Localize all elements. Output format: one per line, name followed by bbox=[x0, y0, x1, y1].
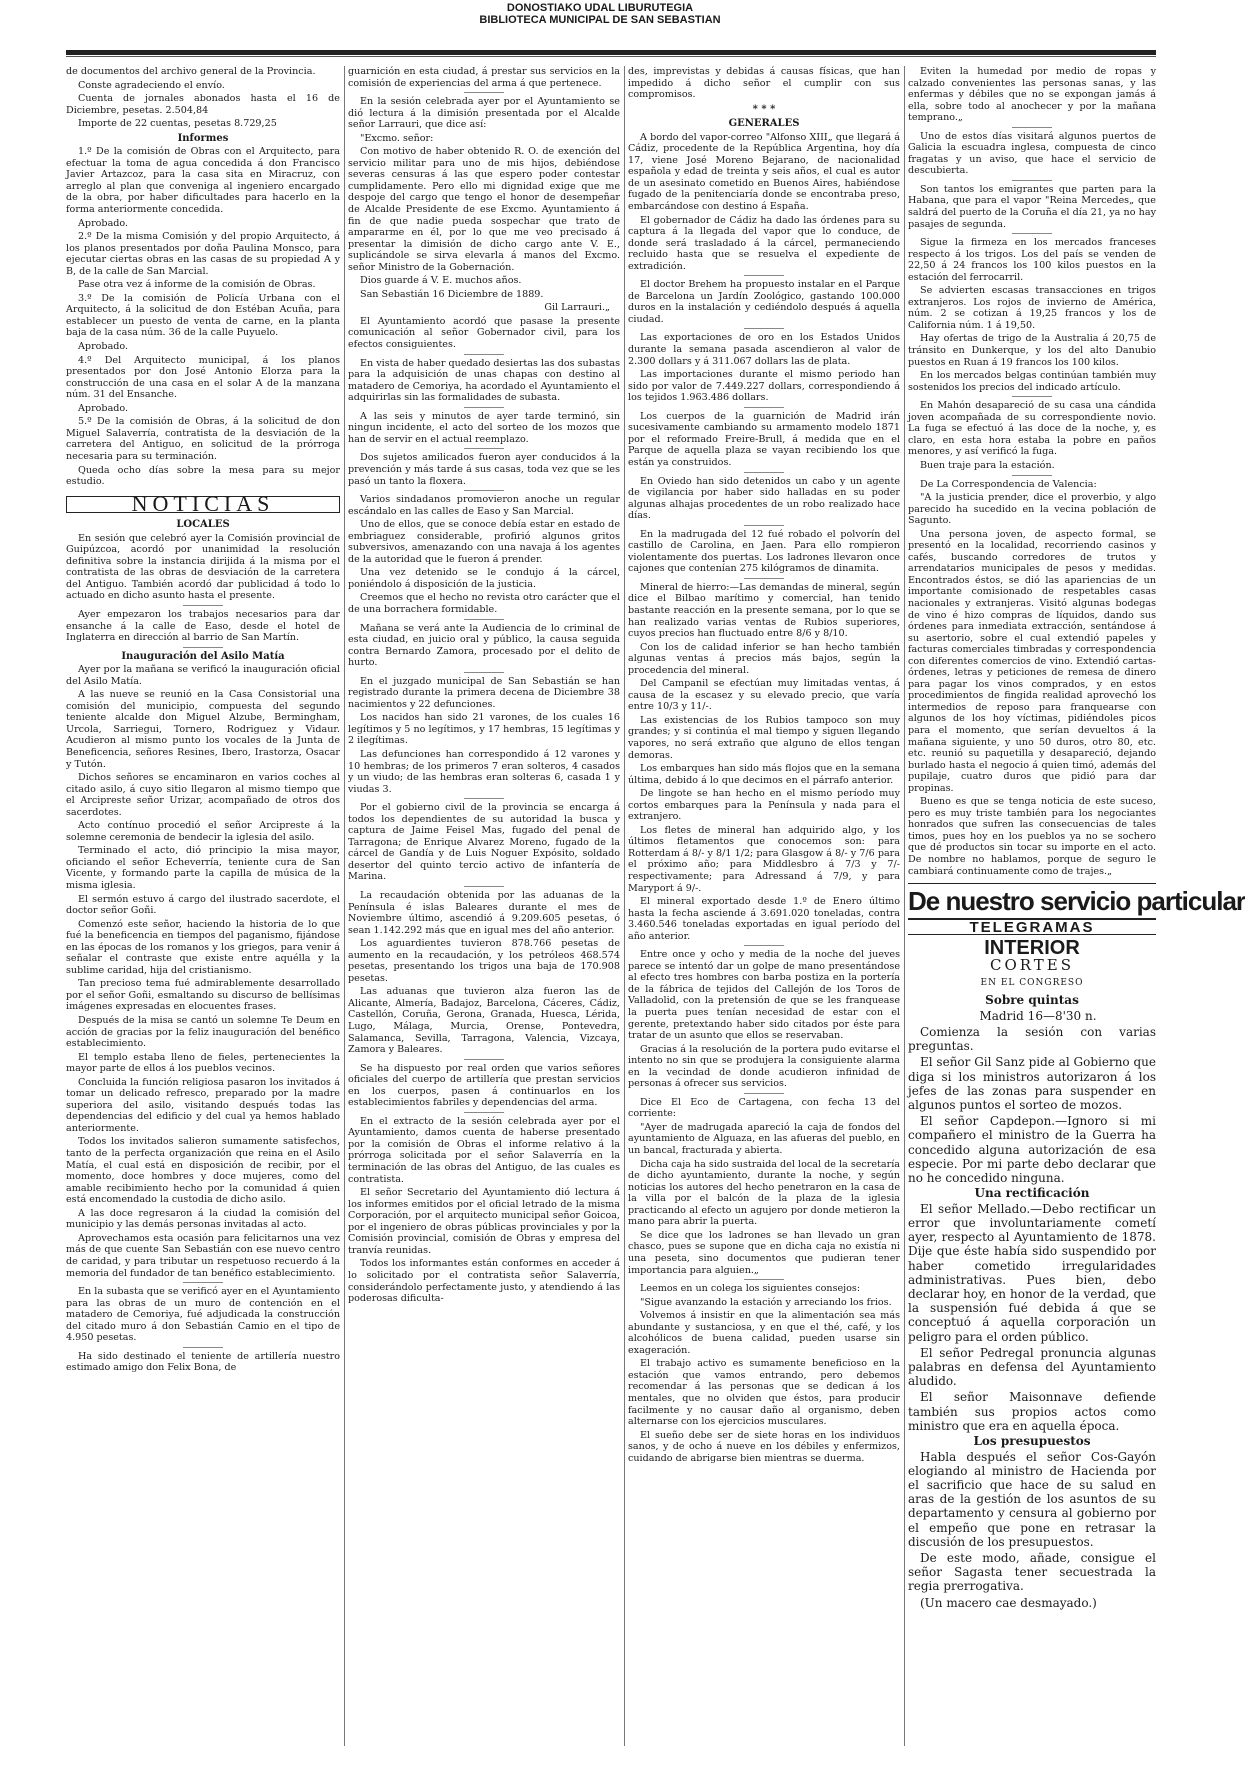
paragraph: (Un macero cae desmayado.) bbox=[920, 1595, 1097, 1610]
paragraph: El señor Maisonnave defiende también sus propios actos como ministro que era en aquella época. bbox=[908, 1390, 1156, 1433]
paragraph: A bordo del vapor-correo "Alfonso XIII„ que llegará á Cádiz, procedente de la República Argentina, hoy día 17, viene José Moreno Bejarano, de nacionalidad española y edad de treinta y seis años, el cual es autor de un asesinato cometido en Buenos Aires, habiéndose fugado de la penitenciaría donde se encontraba preso, embarcándose con destino á España. bbox=[628, 131, 900, 213]
paragraph: En la sesión celebrada ayer por el Ayuntamiento se dió lectura á la dimisión presentada por el Alcalde señor Larrauri, que dice así: bbox=[348, 96, 620, 131]
separator bbox=[183, 1347, 223, 1348]
paragraph: Mineral de hierro:—Las demandas de mineral, según dice el Bilbao marítimo y comercial, han tenido bastante reacción en la presente semana, por lo que se han realizado varias ventas de Rubios superiores, cuyos precios han fluctuado entre 8/6 y 8/10. bbox=[628, 581, 900, 640]
paragraph: Se dice que los ladrones se han llevado un gran chasco, pues se supone que en dicha caja no existía ni una peseta, sino documentos que pudieran tener importancia para alguien.„ bbox=[628, 1229, 900, 1276]
paragraph: Se advierten escasas transacciones en trigos extranjeros. Los rojos de invierno de América, núm. 2 se cotizan á 19,25 francos y los de California núm. 1 á 19,50. bbox=[908, 285, 1156, 331]
paragraph: El templo estaba lleno de fieles, pertenecientes la mayor parte de ellos á los pueblos vecinos. bbox=[66, 1051, 340, 1075]
separator bbox=[183, 605, 223, 606]
paragraph: A las nueve se reunió en la Casa Consistorial una comisión del municipio, compuesta del segundo teniente alcalde don Miguel Alzube, Bermingham, Urcola, Sarriegui, Tornero, Rodriguez y Vidaur. Acudieron al mismo punto los vocales de la Junta de Beneficencia, señores Resines, Ibero, Irastorza, Osacar y Tutón. bbox=[66, 689, 340, 770]
paragraph: Después de la misa se cantó un solemne Te Deum en acción de gracias por la feliz inauguración del benéfico establecimiento. bbox=[66, 1015, 340, 1050]
paragraph: Las importaciones durante el mismo periodo han sido por valor de 7.449.227 dollars, correspondiendo á los tejidos 1.963.486 dollars. bbox=[628, 369, 900, 404]
paragraph: Aprovechamos esta ocasión para felicitarnos una vez más de que cuente San Sebastián con ese nuevo centro de caridad, y para tributar un respetuoso recuerdo á la memoria del fundador de tan benéfico establecimiento. bbox=[66, 1232, 340, 1279]
separator bbox=[744, 472, 784, 473]
paragraph: Pase otra vez á informe de la comisión de Obras. bbox=[78, 279, 316, 291]
separator bbox=[464, 1059, 504, 1060]
paragraph: En la madrugada del 12 fué robado el polvorín del castillo de Carolina, en Jaen. Para ello rompieron violentamente dos puertas. Los ladrones llevaron once cajones que contenían 275 kilógramos de dinamita. bbox=[628, 528, 900, 575]
paragraph: Varios sindadanos promovieron anoche un regular escándalo en las calles de Easo y San Marcial. bbox=[348, 494, 620, 517]
paragraph: Gracias á la resolución de la portera pudo evitarse el intento no sin que se produjera la consiguiente alarma en la vecindad de donde acudieron infinidad de personas á ofrecer sus servicios. bbox=[628, 1043, 900, 1090]
paragraph: En Oviedo han sido detenidos un cabo y un agente de vigilancia por haber sido halladas en su poder algunas alhajas procedentes de un robo realizado hace días. bbox=[628, 475, 900, 522]
separator bbox=[744, 275, 784, 276]
paragraph: Comienza la sesión con varias preguntas. bbox=[908, 1025, 1156, 1054]
separator bbox=[464, 92, 504, 93]
paragraph: Importe de 22 cuentas, pesetas 8.729,25 bbox=[78, 118, 277, 130]
interior-heading: INTERIOR bbox=[984, 936, 1080, 959]
separator bbox=[744, 407, 784, 408]
paragraph: Aprobado. bbox=[78, 402, 129, 414]
paragraph: Terminado el acto, dió principio la misa mayor, oficiando el señor Echeverría, teniente cura de San Vicente, y formando parte la capilla de música de la misma iglesia. bbox=[66, 845, 340, 891]
paragraph: En el extracto de la sesión celebrada ayer por el Ayuntamiento, damos cuenta de haberse presentado por la comisión de Obras el informe relativo á la prórroga solicitada por el señor Salaverría en la terminación de las obras del Antiguo, de las cuales es contratista. bbox=[348, 1115, 620, 1185]
paragraph: Entre once y ocho y media de la noche del jueves parece se intentó dar un golpe de mano presentándose al efecto tres hombres con barba postiza en la portería de la fábrica de tejidos del Callejón de los Toros de Valladolid, con la pretensión de que se les franquease la puerta pues tenían necesidad de estar con el gerente, pretextando haber sido citados por éste para tratar de un asunto que ellos se reservaban. bbox=[628, 949, 900, 1042]
paragraph: A las doce regresaron á la ciudad la comisión del municipio y las demás personas invitadas al acto. bbox=[66, 1207, 340, 1231]
separator bbox=[744, 525, 784, 526]
paragraph: 1.º De la comisión de Obras con el Arquitecto, para efectuar la toma de agua concedida á don Francisco Javier Artazcoz, para la casa sita en Miracruz, con arreglo al plan que conveniga al ingeniero encargado de la obra, por haber dificultades para hacerlo en la forma anteriormente concedida. bbox=[66, 146, 340, 216]
section-heading: Informes bbox=[177, 132, 229, 144]
paragraph: El sueño debe ser de siete horas en los individuos sanos, y de ocho á nueve en los débiles y enfermizos, cuidando de abrigarse bien mientras se duerma. bbox=[628, 1429, 900, 1464]
paragraph: En los mercados belgas continúan también muy sostenidos los precios del indicado artículo. bbox=[908, 370, 1156, 393]
article-heading: Inauguración del Asilo Matía bbox=[121, 650, 285, 662]
service-banner: De nuestro servicio particular bbox=[908, 883, 1156, 920]
paragraph: Los cuerpos de la guarnición de Madrid irán sucesivamente cambiando su armamento modelo 1871 por el reformado Freire-Brull, á medida que en el Parque de aquella plaza se vayan recibiendo los que están ya construidos. bbox=[628, 410, 900, 468]
paragraph: El Ayuntamiento acordó que pasase la presente comunicación al señor Gobernador civil, para los efectos consiguientes. bbox=[348, 315, 620, 351]
paragraph: "A la justicia prender, dice el proverbio, y algo parecido ha sucedido en la vecina población de Sagunto. bbox=[908, 492, 1156, 527]
telegramas-heading: TELEGRAMAS bbox=[908, 922, 1156, 935]
separator bbox=[1012, 396, 1052, 397]
paragraph: Conste agradeciendo el envío. bbox=[78, 79, 225, 91]
paragraph: de documentos del archivo general de la Provincia. bbox=[66, 66, 316, 77]
noticias-heading: NOTICIAS bbox=[66, 496, 340, 514]
paragraph: Todos los invitados salieron sumamente satisfechos, tanto de la perfecta organización que reina en el Asilo Matía, el cual está en disposición de recibir, por el momento, doce hombres y doce mujeres, como del amable recibimiento hecho por la comunidad á quien está encomendado la custodia de dicho asilo. bbox=[66, 1136, 340, 1206]
paragraph: El trabajo activo es sumamente beneficioso en la estación que vamos entrando, pero debemos recomendar á las personas que se dedican á los mentales, que no olviden que éstos, para producir facilmente y no causar daño al organismo, deben alternarse con los ejercicios musculares. bbox=[628, 1358, 900, 1428]
paragraph: Dichos señores se encaminaron en varios coches al citado asilo, á cuyo sitio llegaron al mismo tiempo que el Arcipreste señor Urizar, acompañado de otros dos sacerdotes. bbox=[66, 772, 340, 818]
paragraph: La recaudación obtenida por las aduanas de la Península é islas Baleares durante el mes de Noviembre último, ascendió á 9.209.605 pesetas, ó sean 1.142.292 más que en igual mes del año anterior. bbox=[348, 890, 620, 936]
separator bbox=[464, 886, 504, 887]
column-4 bbox=[908, 66, 1245, 1746]
paragraph: Son tantos los emigrantes que parten para la Habana, que para el vapor "Reina Mercedes„ que saldrá del puerto de la Coruña el día 21, ya no hay pasajes de segunda. bbox=[908, 183, 1156, 230]
paragraph: Aprobado. bbox=[78, 217, 129, 229]
paragraph: Uno de estos días visitará algunos puertos de Galicia la escuadra inglesa, compuesta de cinco fragatas y un aviso, que hace el servicio de descubierta. bbox=[908, 130, 1156, 177]
paragraph: Por el gobierno civil de la provincia se encarga á todos los dependientes de su autoridad la busca y captura de Jaime Feisel Mas, fugado del penal de Tarragona; de Enrique Alvarez Moreno, fugado de la cárcel de Gandía y de Luis Noguer Expósito, soldado desertor del quinto tercio activo de infantería de Marina. bbox=[348, 802, 620, 883]
paragraph: 5.º De la comisión de Obras, á la solicitud de don Miguel Salaverría, contratista de la desviación de la carretera del Antiguo, en solicitud de la prórroga necesaria para su terminación. bbox=[66, 416, 340, 462]
separator bbox=[744, 1279, 784, 1280]
paragraph: Queda ocho días sobre la mesa para su mejor estudio. bbox=[66, 464, 340, 488]
paragraph: Las aduanas que tuvieron alza fueron las de Alicante, Almería, Badajoz, Barcelona, Cáceres, Cádiz, Castellón, Coruña, Gerona, Granada, Huesca, Lérida, Lugo, Málaga, Murcia, Orense, Pontevedra, Salamanca, Sevilla, Tarragona, Valencia, Vizcaya, Zamora y Baleares. bbox=[348, 986, 620, 1056]
column-divider bbox=[624, 66, 625, 1746]
paragraph: El señor Capdepon.—Ignoro si mi compañero el ministro de la Guerra ha concedido alguna autorización de esa especie. Por mi parte debo declarar que no he concedido ninguna. bbox=[908, 1114, 1156, 1186]
paragraph: Habla después el señor Cos-Gayón elogiando al ministro de Hacienda por el sacrificio que hace de su salud en aras de la gestión de los asuntos de su departamento y censura al gobierno por el empeño que pone en retrasar la discusión de los presupuestos. bbox=[908, 1449, 1156, 1549]
separator bbox=[464, 490, 504, 491]
paragraph: "Ayer de madrugada apareció la caja de fondos del ayuntamiento de Alguaza, en las afueras del pueblo, en un bancal, fracturada y abierta. bbox=[628, 1121, 900, 1157]
paragraph: Acto contínuo procedió el señor Arcipreste á la solemne ceremonia de bendecir la iglesia del asilo. bbox=[66, 820, 340, 843]
paragraph: Creemos que el hecho no revista otro carácter que el de una borrachera formidable. bbox=[348, 592, 620, 615]
paragraph: Ayer empezaron los trabajos necesarios para dar ensanche á la calle de Easo, desde el hotel de Inglaterra en dirección al barrio de San Martín. bbox=[66, 608, 340, 644]
paragraph: Dicha caja ha sido sustraida del local de la secretaría de dicho ayuntamiento, durante la noche, y según noticias los autores del hecho penetraron en la casa de la villa por el balcón de la plaza de la iglesia practicando al efecto un agujero por donde metieron la mano para abrir la puerta. bbox=[628, 1158, 900, 1228]
telegram-body bbox=[908, 995, 1156, 1610]
separator bbox=[464, 672, 504, 673]
paragraph: 4.º Del Arquitecto municipal, á los planos presentados por don José Antonio Elorza para la construcción de una casa en el solar A de la manzana núm. 31 del Ensanche. bbox=[66, 354, 340, 401]
paragraph: Volvemos á insistir en que la alimentación sea más abundante y sustanciosa, y en que el thé, café, y los alcohólicos de buena calidad, pueden usarse sin exageración. bbox=[628, 1310, 900, 1356]
paragraph: Los aguardientes tuvieron 878.766 pesetas de aumento en la recaudación, y los petróleos 468.574 pesetas, presentando los trigos una baja de 170.908 pesetas. bbox=[348, 938, 620, 984]
paragraph: El señor Secretario del Ayuntamiento dió lectura á los informes emitidos por el oficial letrado de la misma Corporación, por el arquitecto municipal señor Goicoa, por el ingeniero de obras públicas provinciales y por la Comisión provincial, comisión de Obras y empresa del tranvía reunidas. bbox=[348, 1187, 620, 1256]
paragraph: San Sebastián 16 Diciembre de 1889. bbox=[360, 288, 544, 300]
paragraph: Del Campanil se efectúan muy limitadas ventas, á causa de la escasez y su elevado precio, que varía entre 10/3 y 11/-. bbox=[628, 678, 900, 713]
paragraph: Ha sido destinado el teniente de artillería nuestro estimado amigo don Felix Bona, de bbox=[66, 1350, 340, 1374]
paragraph: Con los de calidad inferior se han hecho también algunas ventas á precios más bajos, según la procedencia del mineral. bbox=[628, 641, 900, 676]
page-header bbox=[0, 2, 1200, 26]
library-name-spanish: BIBLIOTECA MUNICIPAL DE SAN SEBASTIAN bbox=[479, 14, 721, 26]
paragraph: En el juzgado municipal de San Sebastián se han registrado durante la primera decena de Diciembre 38 nacimientos y 22 defunciones. bbox=[348, 675, 620, 710]
paragraph: En sesión que celebró ayer la Comisión provincial de Guipúzcoa, acordó por unanimidad la resolución definitiva sobre la instancia dirijida á la misma por el contratista de las obras de desviación de la carretera del Antiguo. También acordó dar publicidad á todo lo actuado en dicho asunto hasta el presente. bbox=[66, 532, 340, 602]
column-3 bbox=[628, 66, 900, 1746]
congreso-heading: EN EL CONGRESO bbox=[980, 977, 1084, 988]
paragraph: El señor Pedregal pronuncia algunas palabras en defensa del Ayuntamiento aludido. bbox=[908, 1345, 1156, 1389]
paragraph: El gobernador de Cádiz ha dado las órdenes para su captura á la llegada del vapor que lo conduce, de donde será trasladado á la cárcel, permaneciendo recluido hasta que se resuelva el expediente de extradición. bbox=[628, 214, 900, 272]
separator bbox=[1012, 233, 1052, 234]
paragraph: Leemos en un colega los siguientes consejos: bbox=[640, 1283, 861, 1295]
separator bbox=[744, 328, 784, 329]
separator bbox=[183, 647, 223, 648]
separator bbox=[464, 1112, 504, 1113]
paragraph: Tan precioso tema fué admirablemente desarrollado por el señor Goñi, esmaltando su discurso de bellísimas imágenes expresadas en elocuentes frases. bbox=[66, 978, 340, 1013]
paragraph: Todos los informantes están conformes en acceder á lo solicitado por el contratista señor Salaverría, considerándolo perfectamente justo, y atendiendo á las poderosas dificulta- bbox=[348, 1258, 620, 1305]
separator bbox=[464, 448, 504, 449]
paragraph: Los embarques han sido más flojos que en la semana última, debido á lo que decimos en el párrafo anterior. bbox=[628, 763, 900, 786]
paragraph: De La Correspondencia de Valencia: bbox=[920, 478, 1097, 490]
article-heading: Los presupuestos bbox=[973, 1434, 1091, 1449]
paragraph: Concluida la función religiosa pasaron los invitados á tomar un delicado refresco, preparado por la madre superiora del asilo, visitando después todas las dependencias del edificio y del cual ya hemos hablado anteriormente. bbox=[66, 1076, 340, 1134]
paragraph: En la subasta que se verificó ayer en el Ayuntamiento para las obras de un muro de contención en el matadero de Cemoriya, fué adjudicada la construcción del citado muro á don Sebastián Camio en el tipo de 4.950 pesetas. bbox=[66, 1286, 340, 1344]
masthead-rule-thin bbox=[66, 56, 1156, 57]
cortes-heading: CORTES bbox=[989, 956, 1075, 975]
paragraph: El mineral exportado desde 1.º de Enero último hasta la fecha asciende á 3.691.020 toneladas, contra 3.460.546 toneladas exportadas en igual período del año anterior. bbox=[628, 896, 900, 942]
column-divider bbox=[344, 66, 345, 1746]
paragraph: Las exportaciones de oro en los Estados Unidos durante la semana pasada ascendieron al valor de 2.300 dollars y á 311.067 dollars las de plata. bbox=[628, 332, 900, 367]
separator bbox=[464, 619, 504, 620]
paragraph: Se ha dispuesto por real orden que varios señores oficiales del cuerpo de artillería que prestan servicios en los cuerpos, pasen á continuarlos en los establecimientos fabriles y dependencias del arma. bbox=[348, 1062, 620, 1109]
paragraph: des, imprevistas y debidas á causas físicas, que han impedido á dicho señor el cumplir con sus compromisos. bbox=[628, 66, 900, 101]
separator bbox=[464, 407, 504, 408]
paragraph: Aprobado. bbox=[78, 341, 129, 353]
paragraph: Los nacidos han sido 21 varones, de los cuales 16 legítimos y 5 no legítimos, y 17 hembras, 15 legítimas y 2 ilegítimas. bbox=[348, 712, 620, 747]
paragraph: Las defunciones han correspondido á 12 varones y 10 hembras; de los primeros 7 eran solteros, 4 casados y un viudo; de las hembras eran solteras 6, casada 1 y viudas 3. bbox=[348, 748, 620, 795]
paragraph: El señor Gil Sanz pide al Gobierno que diga si los ministros autorizaron á los jefes de las zonas para suspender en algunos puntos el sorteo de mozos. bbox=[908, 1055, 1156, 1113]
separator bbox=[1012, 475, 1052, 476]
paragraph: Las existencias de los Rubios tampoco son muy grandes; y si continúa el mal tiempo y siguen llegando vapores, no será extraño que alguno de ellos tengan demoras. bbox=[628, 714, 900, 761]
paragraph: Comenzó este señor, haciendo la historia de lo que fué la beneficencia en tiempos del paganismo, fijándose en las épocas de los romanos y los griegos, para venir á señalar el contraste que existe entre aquélla y la sublime caridad, hija del cristianismo. bbox=[66, 918, 340, 976]
dateline: Madrid 16—8'30 n. bbox=[979, 1008, 1097, 1023]
paragraph: 3.º De la comisión de Policía Urbana con el Arquitecto, á la solicitud de don Estéban Acuña, para establecer un puesto de venta de carne, en la planta baja de la casa núm. 36 de la calle Puyuelo. bbox=[66, 292, 340, 339]
paragraph: A las seis y minutos de ayer tarde terminó, sin ningun incidente, el acto del sorteo de los mozos que han de servir en el actual reemplazo. bbox=[348, 410, 620, 445]
paragraph: Cuenta de jornales abonados hasta el 16 de Diciembre, pesetas. 2.504,84 bbox=[66, 93, 340, 116]
paragraph: "Sigue avanzando la estación y arreciando los frios. bbox=[640, 1296, 892, 1308]
separator bbox=[744, 578, 784, 579]
ornament: * * * bbox=[752, 103, 776, 115]
signature: Gil Larrauri.„ bbox=[544, 302, 610, 314]
paragraph: Ayer por la mañana se verificó la inauguración oficial del Asilo Matía. bbox=[66, 664, 340, 687]
paragraph: "Excmo. señor: bbox=[360, 132, 434, 144]
article-heading: Sobre quintas bbox=[985, 993, 1079, 1008]
separator bbox=[464, 798, 504, 799]
separator bbox=[464, 354, 504, 355]
paragraph: Dios guarde á V. E. muchos años. bbox=[360, 275, 522, 287]
paragraph: De lingote se han hecho en el mismo período muy cortos embarques para la Península y nada para el extranjero. bbox=[628, 788, 900, 823]
paragraph: En Mahón desapareció de su casa una cándida joven acompañada de su correspondiente novio. La fuga se efectuó á las doce de la noche, y, es claro, en esta hora estaba la pobre en paños menores, y así verificó la fuga. bbox=[908, 400, 1156, 458]
paragraph: Una vez detenido se le condujo á la cárcel, poniéndolo á disposición de la justicia. bbox=[348, 567, 620, 590]
column-divider bbox=[904, 66, 905, 1746]
paragraph: Los fletes de mineral han adquirido algo, y los últimos fletamentos que conocemos son: para Rotterdam á 8/- y 8/1 1/2; para Glasgow á 8/- y 7/6 para el próximo año; para Middlesbro á 7/3 y 7/- respectivamente; para Adressand á 7/9, y para Maryport á 9/-. bbox=[628, 824, 900, 894]
paragraph: El doctor Brehem ha propuesto instalar en el Parque de Barcelona un Jardín Zoológico, gastando 100.000 duros en la instalación y cediéndolo después á aquella ciudad. bbox=[628, 279, 900, 325]
paragraph: Una persona joven, de aspecto formal, se presentó en la localidad, recorriendo casinos y cafés, buscando corredores de trutos y arrendatarios municipales de pesos y medidas. Encontrados éstos, se dió las apariencias de un importante comisionado de respetables casas nacionales y extranjeras. Visitó algunas bodegas de vino é hizo compras de líquidos, dando sus órdenes para inmediata extracción, sentándose á su asertorio, sobre el cual extendió papeles y facturas comerciales timbradas y correspondencia con diferentes comercios de vino. Extendió cartas-órdenes, letras y peticiones de remesa de dinero para pagar los vinos comprados, y en estos procedimientos de fingida realidad aprovechó los intermedios de reposo para franquearse con algunos de los hoy víctimas, pidiéndoles picos para el momento, que serían devueltos á la mañana siguiente, y uno 50 duros, otro 80, etc. etc. reunió su paquetilla y desapareció, dejando burlado hasta el negocio á quien timó, además del pupilaje, cuatro duros que pidió para dar propinas. bbox=[908, 528, 1156, 794]
section-heading: GENERALES bbox=[728, 118, 800, 130]
separator bbox=[744, 1093, 784, 1094]
paragraph: De este modo, añade, consigue el señor Sagasta tener secuestrada la regia prerrogativa. bbox=[908, 1551, 1156, 1594]
paragraph: El sermón estuvo á cargo del ilustrado sacerdote, el doctor señor Goñi. bbox=[66, 893, 340, 917]
paragraph: Dos sujetos amilicados fueron ayer conducidos á la prevención y más tarde á sus casas, toda vez que se les pasó un tanto la floxera. bbox=[348, 452, 620, 487]
separator bbox=[1012, 127, 1052, 128]
paragraph: El señor Mellado.—Debo rectificar un error que involuntariamente cometí ayer, respecto al Ayuntamiento de 1878. Dije que éste había sido suspendido por haber cometido irregularidades administrativas. Pues bien, debo declarar hoy, en honor de la verdad, que la suspensión fué debida á que se conceptuó á aquella corporación un peligro para el orden público. bbox=[908, 1201, 1156, 1344]
separator bbox=[183, 1282, 223, 1283]
section-heading: LOCALES bbox=[176, 519, 230, 531]
article-heading: Una rectificación bbox=[974, 1186, 1090, 1201]
paragraph: Con motivo de haber obtenido R. O. de exención del servicio militar para uno de mis hijos, debiéndose severas censuras á las que espero poder contestar cumplidamente. Pero ello mi dignidad exige que me despoje del cargo que tengo el honor de desempeñar de Alcalde Presidente de ese Excmo. Ayuntamiento á fin de que nadie pueda sospechar que trato de ampararme en él, por lo que me veo precisado á presentar la dimisión de dicho cargo ante V. E., suplicándole se sirva elevarla á manos del Excmo. señor Ministro de la Gobernación. bbox=[348, 146, 620, 273]
separator bbox=[744, 945, 784, 946]
paragraph: guarnición en esta ciudad, á prestar sus servicios en la comisión de experiencias del arma á que pertenece. bbox=[348, 66, 620, 89]
paragraph: Buen traje para la estación. bbox=[920, 459, 1055, 471]
paragraph: Sigue la firmeza en los mercados franceses respecto á los trigos. Los del país se venden de 22,50 á 24 francos los 100 kilos puestos en la estación del ferrocarril. bbox=[908, 237, 1156, 283]
paragraph: Hay ofertas de trigo de la Australia á 20,75 de tránsito en Dunkerque, y los del alto Danubio puestos en Ruan á 19 francos los 100 kilos. bbox=[908, 333, 1156, 368]
paragraph: Dice El Eco de Cartagena, con fecha 13 del corriente: bbox=[628, 1096, 900, 1120]
paragraph: Eviten la humedad por medio de ropas y calzado convenientes las personas sanas, y las enfermas y débiles que no se expongan jamás á ella, sobre todo al anochecer y por la mañana temprano.„ bbox=[908, 66, 1156, 124]
paragraph: Bueno es que se tenga noticia de este suceso, pero es muy triste también para los negociantes honrados que sufren las consecuencias de tales timos, pues hoy en los pueblos ya no se sochero que dé productos sin tocar su importe en el acto. De nombre no hablamos, porque de seguro le cambiará continuamente como de trajes.„ bbox=[908, 796, 1156, 877]
paragraph: En vista de haber quedado desiertas las dos subastas para la adquisición de unas chapas con destino al matadero de Cemoriya, ha acordado el Ayuntamiento el adquirirlas sin las formalidades de subasta. bbox=[348, 357, 620, 404]
separator bbox=[1012, 180, 1052, 181]
column-2 bbox=[348, 66, 620, 1746]
column-1 bbox=[66, 66, 340, 1746]
masthead-rule bbox=[66, 50, 1156, 55]
paragraph: Mañana se verá ante la Audiencia de lo criminal de esta ciudad, en juicio oral y público, la causa seguida contra Bernardo Zamora, procesado por el delito de hurto. bbox=[348, 622, 620, 669]
paragraph: 2.º De la misma Comisión y del propio Arquitecto, á los planos presentados por doña Paulina Monsco, para ejecutar ciertas obras en las casas de su propiedad A y B, de la calle de San Marcial. bbox=[66, 231, 340, 277]
library-name-basque: DONOSTIAKO UDAL LIBURUTEGIA bbox=[506, 2, 694, 14]
paragraph: Uno de ellos, que se conoce debía estar en estado de embriaguez considerable, profirió algunos gritos subversivos, amenazando con una navaja á los agentes de la autoridad que le fueron á prender. bbox=[348, 519, 620, 565]
